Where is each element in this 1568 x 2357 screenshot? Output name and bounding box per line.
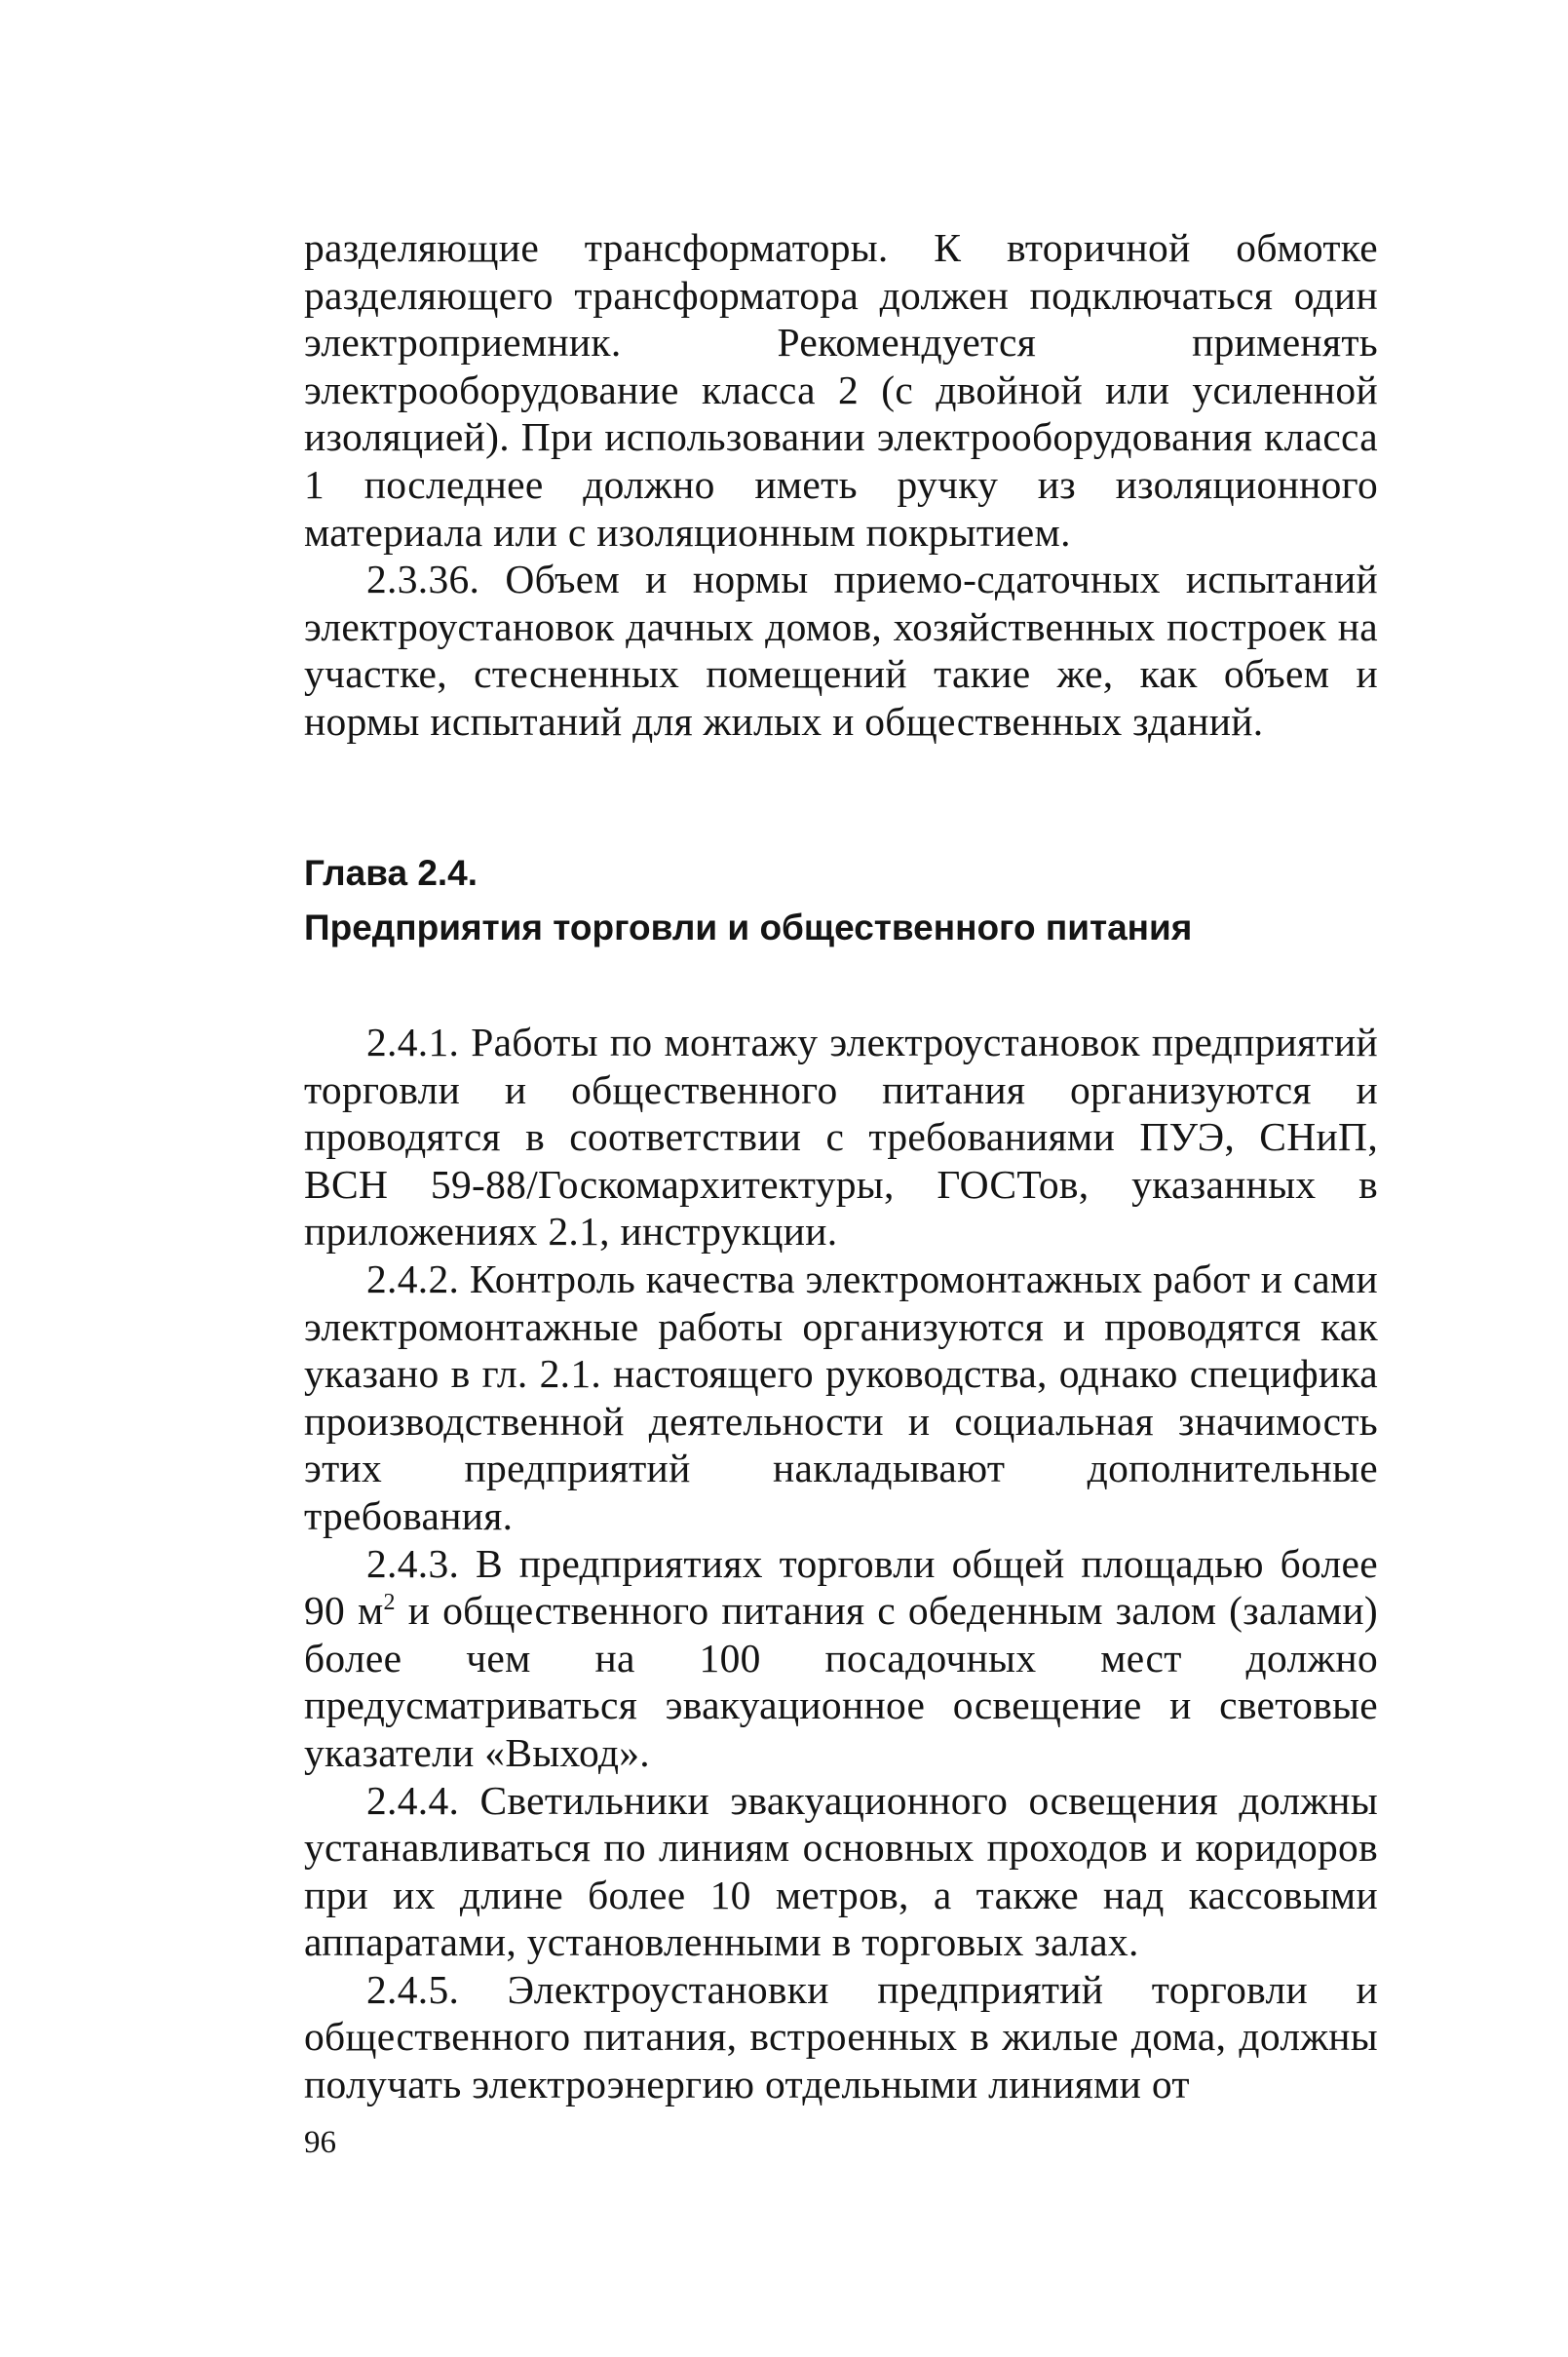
section-2-4-1: 2.4.1. Работы по монтажу электроустановок предприятий торговли и общественного питания организуются и проводятся в соответствии с требованиями ПУЭ, СНиП, ВСН 59-88/Госкомархитектуры, ГОСТов, указанных в приложениях 2.1, инструкции. xyxy=(304,1020,1378,1255)
page-number: 96 xyxy=(304,2125,336,2160)
section-2-4-3-end: и общественного питания с обеденным залом (залами) более чем на 100 посадочных мест должно предусматриваться эвакуационное освещение и световые указатели «Выход». xyxy=(304,1588,1378,1775)
chapter-body xyxy=(304,1019,1378,2108)
intro-paragraph: разделяющие трансформаторы. К вторичной обмотке разделяющего трансформатора должен подключаться один электроприемник. Рекомендуется применять электрооборудование класса 2 (с двойной или усиленной изоляцией). При использовании электрооборудования класса 1 последнее должно иметь ручку из изоляционного материала или с изоляционным покрытием. xyxy=(304,225,1378,555)
section-2-4-3-start: 2.4.3. В предприятиях торговли общей площадью более 90 м xyxy=(304,1540,1378,1634)
section-2-4-4: 2.4.4. Светильники эвакуационного освещения должны устанавливаться по линиям основных проходов и коридоров при их длине более 10 метров, а также над кассовыми аппаратами, установленными в торговых залах. xyxy=(304,1777,1378,1965)
section-2-4-5: 2.4.5. Электроустановки предприятий торговли и общественного питания, встроенных в жилые дома, должны получать электроэнергию отдельными линиями от xyxy=(304,1966,1378,2107)
chapter-title: Предприятия торговли и общественного питания xyxy=(304,908,1193,947)
section-2-4-3 xyxy=(304,1540,1378,1777)
square-meter-superscript: 2 xyxy=(383,1590,396,1616)
top-text-block xyxy=(304,224,1378,746)
section-2-3-36: 2.3.36. Объем и нормы приемо-сдаточных испытаний электроустановок дачных домов, хозяйственных построек на участке, стесненных помещений такие же, как объем и нормы испытаний для жилых и общественных зданий. xyxy=(304,557,1378,744)
chapter-heading xyxy=(304,846,1378,955)
section-2-4-2: 2.4.2. Контроль качества электромонтажных работ и сами электромонтажные работы организуются и проводятся как указано в гл. 2.1. настоящего руководства, однако специфика производственной деятельности и социальная значимость этих предприятий накладывают дополнительные требования. xyxy=(304,1256,1378,1538)
chapter-number: Глава 2.4. xyxy=(304,853,478,893)
